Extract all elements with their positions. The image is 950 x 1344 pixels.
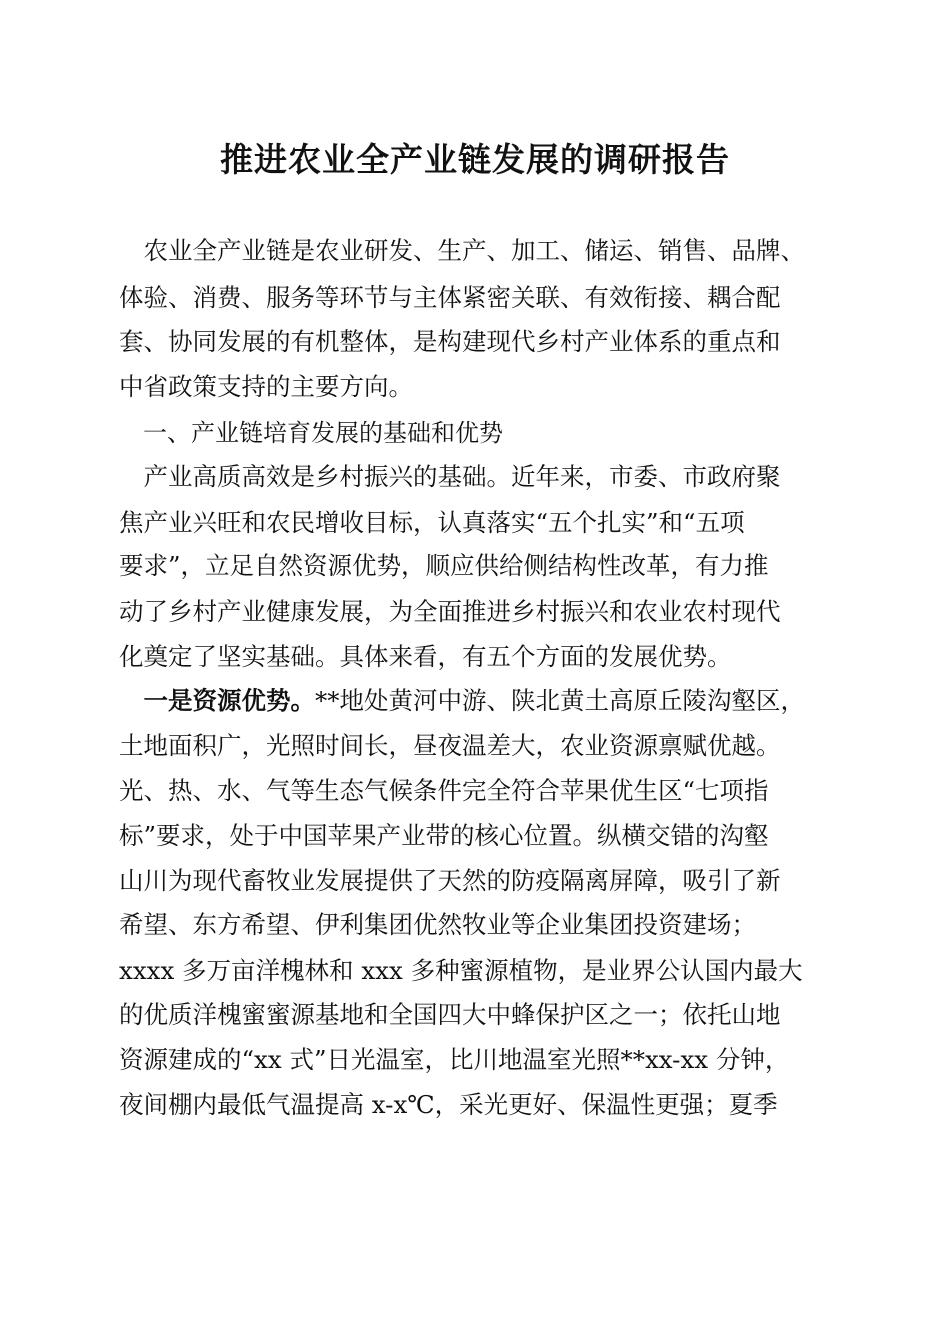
paragraph-line: 标”要求，处于中国苹果产业带的核心位置。纵横交错的沟壑 [119, 821, 769, 850]
paragraph-line: 化奠定了坚实基础。具体来看，有五个方面的发展优势。 [119, 642, 732, 671]
paragraph-text: **地处黄河中游、陕北黄土高原丘陵沟壑区， [315, 686, 805, 715]
paragraph-line: 体验、消费、服务等环节与主体紧密关联、有效衔接、耦合配 [119, 283, 781, 312]
section-heading: 一、产业链培育发展的基础和优势 [119, 419, 503, 447]
paragraph-line: 夜间棚内最低气温提高 x-x℃，采光更好、保温性更强；夏季 [119, 1090, 778, 1119]
document-title: 推进农业全产业链发展的调研报告 [220, 140, 730, 179]
paragraph-line: 中省政策支持的主要方向。 [119, 372, 413, 401]
paragraph-line: 光、热、水、气等生态气候条件完全符合苹果优生区“七项指 [119, 776, 769, 805]
paragraph-line: 产业高质高效是乡村振兴的基础。近年来，市委、市政府聚 [119, 462, 781, 491]
paragraph-line [119, 686, 805, 716]
paragraph-line: 希望、东方希望、伊利集团优然牧业等企业集团投资建场； [119, 910, 756, 939]
bold-lead-text: 一是资源优势。 [119, 686, 315, 715]
paragraph-line: xxxx 多万亩洋槐林和 xxx 多种蜜源植物，是业界公认国内最大 [119, 956, 803, 985]
paragraph-line: 焦产业兴旺和农民增收目标，认真落实“五个扎实”和“五项 [119, 508, 745, 537]
paragraph-line: 农业全产业链是农业研发、生产、加工、储运、销售、品牌、 [119, 236, 805, 265]
paragraph-line: 山川为现代畜牧业发展提供了天然的防疫隔离屏障，吸引了新 [119, 866, 781, 895]
paragraph-line: 的优质洋槐蜜蜜源基地和全国四大中蜂保护区之一；依托山地 [119, 1000, 781, 1029]
paragraph-line: 资源建成的“xx 式”日光温室，比川地温室光照**xx-xx 分钟， [119, 1045, 790, 1074]
paragraph-line: 套、协同发展的有机整体，是构建现代乡村产业体系的重点和 [119, 327, 781, 356]
paragraph-line: 要求”，立足自然资源优势，顺应供给侧结构性改革，有力推 [119, 551, 769, 580]
paragraph-line: 动了乡村产业健康发展，为全面推进乡村振兴和农业农村现代 [119, 597, 781, 626]
paragraph-line: 土地面积广，光照时间长，昼夜温差大，农业资源禀赋优越。 [119, 731, 781, 760]
